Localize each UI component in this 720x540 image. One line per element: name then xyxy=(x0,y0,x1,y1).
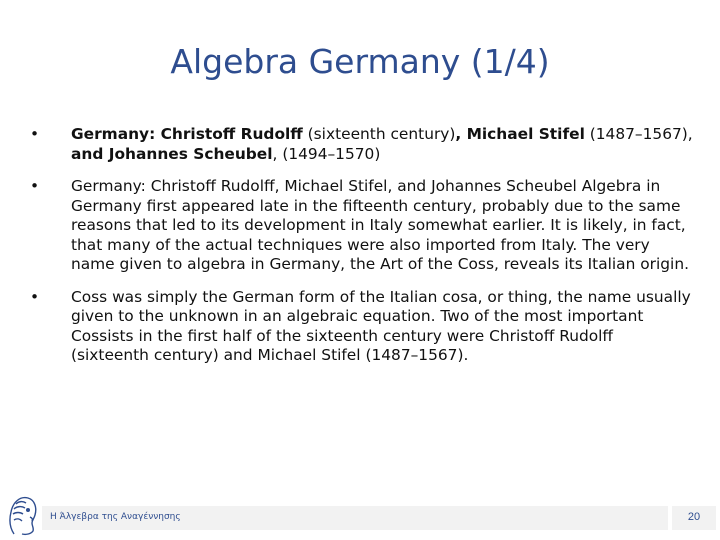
bullet-text xyxy=(71,125,693,163)
bullet-segment: Germany: Christoff Rudolff xyxy=(71,125,303,143)
page-number: 20 xyxy=(687,511,701,523)
bullet-item xyxy=(30,125,695,164)
bullet-item xyxy=(30,288,695,366)
page-number-box xyxy=(672,506,716,530)
bullet-segment: , Michael Stifel xyxy=(455,125,585,143)
bullet-segment: , (1494–1570) xyxy=(272,144,381,163)
bullet-segment: (1487–1567), xyxy=(584,125,693,143)
bullet-item xyxy=(30,177,695,275)
university-head-logo-icon xyxy=(4,490,40,538)
footer-course-title: Η Άλγεβρα της Αναγέννησης xyxy=(50,512,181,522)
bullet-segment: and Johannes Scheubel xyxy=(71,144,273,163)
bullet-dot-icon: • xyxy=(30,177,40,195)
footer-bar xyxy=(42,506,668,530)
bullet-dot-icon: • xyxy=(30,287,40,306)
bullet-text: Germany: Christoff Rudolff, Michael Stifel, and Johannes Scheubel Algebra in Germany first appeared late in the fifteenth century, probably due to the same reasons that led to its development in Italy somewhat earlier. It is likely, in fact, that many of the actual techniques were also imported from Italy. The very name given to algebra in Germany, the Art of the Coss, reveals its Italian origin. xyxy=(71,177,689,273)
slide-title: Algebra Germany (1/4) xyxy=(170,42,550,81)
bullet-text: Coss was simply the German form of the Italian cosa, or thing, the name usually given to the unknown in an algebraic equation. Two of the most important Cossists in the first half of the sixteenth century were Christoff Rudolff (sixteenth century) and Michael Stifel (1487–1567). xyxy=(71,287,691,364)
bullet-list xyxy=(30,125,695,374)
bullet-segment: (sixteenth century) xyxy=(302,125,456,143)
bullet-dot-icon: • xyxy=(30,125,40,143)
